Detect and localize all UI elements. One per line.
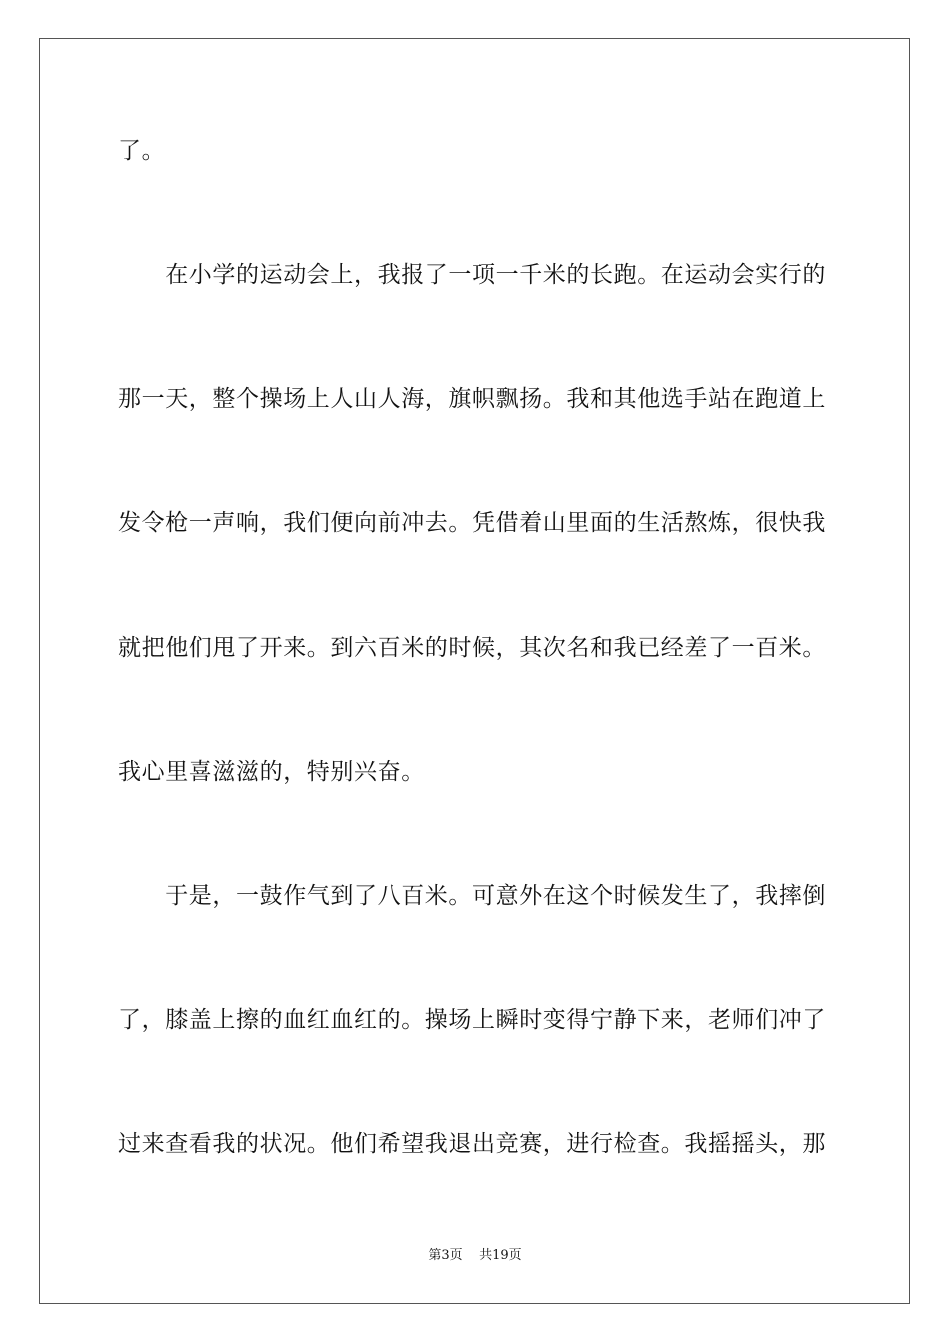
text-line-8: 了，膝盖上擦的血红血红的。操场上瞬时变得宁静下来，老师们冲了 bbox=[118, 1007, 826, 1033]
text-line-6: 我心里喜滋滋的，特别兴奋。 bbox=[118, 759, 425, 785]
text-line-9: 过来查看我的状况。他们希望我退出竞赛，进行检查。我摇摇头，那 bbox=[118, 1131, 826, 1157]
current-page-label: 第3页 bbox=[428, 1248, 463, 1263]
total-pages-label: 共19页 bbox=[479, 1248, 522, 1263]
text-line-5: 就把他们甩了开来。到六百米的时候，其次名和我已经差了一百米。 bbox=[118, 635, 826, 661]
text-line-4: 发令枪一声响，我们便向前冲去。凭借着山里面的生活熬炼，很快我 bbox=[118, 510, 826, 536]
text-line-2: 在小学的运动会上，我报了一项一千米的长跑。在运动会实行的 bbox=[118, 262, 826, 288]
page-footer bbox=[0, 1247, 950, 1265]
text-line-3: 那一天，整个操场上人山人海，旗帜飘扬。我和其他选手站在跑道上 bbox=[118, 386, 826, 412]
text-line-7: 于是，一鼓作气到了八百米。可意外在这个时候发生了，我摔倒 bbox=[118, 883, 826, 909]
text-line-1: 了。 bbox=[118, 138, 166, 164]
page-frame bbox=[39, 38, 910, 1304]
